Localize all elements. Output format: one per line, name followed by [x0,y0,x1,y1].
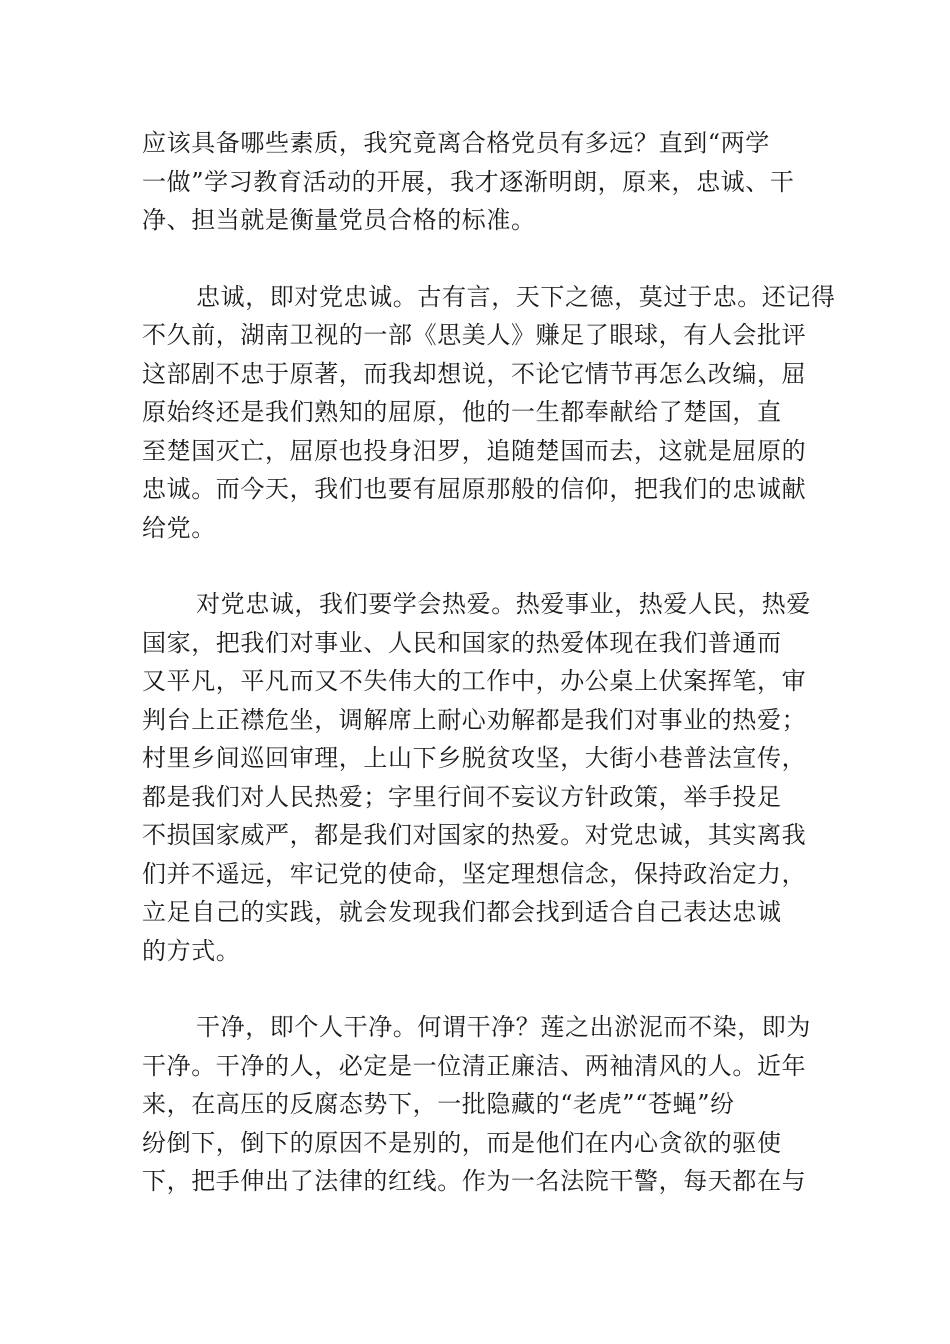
text-line: 国家，把我们对事业、人民和国家的热爱体现在我们普通而 [142,628,782,657]
text-line: 们并不遥远，牢记党的使命，坚定理想信念，保持政治定力， [142,859,807,888]
text-line: 不久前，湖南卫视的一部《思美人》赚足了眼球，有人会批评 [142,321,807,349]
paragraph-1 [142,124,810,240]
text-line: 下，把手伸出了法律的红线。作为一名法院干警，每天都在与 [142,1167,807,1195]
text-line: 的方式。 [142,936,241,965]
text-line: 都是我们对人民热爱；字里行间不妄议方针政策，举手投足 [142,782,782,811]
text-line: 至楚国灭亡，屈原也投身汨罗，追随楚国而去，这就是屈原的 [142,436,807,465]
text-line: 忠诚。而今天，我们也要有屈原那般的信仰，把我们的忠诚献 [142,475,807,503]
text-line: 立足自己的实践，就会发现我们都会找到适合自己表达忠诚 [142,898,782,926]
text-line: 对党忠诚，我们要学会热爱。热爱事业，热爱人民，热爱 [196,590,811,618]
document-body [142,124,836,1239]
text-line: 原始终还是我们熟知的屈原，他的一生都奉献给了楚国，直 [142,398,782,426]
text-line: 应该具备哪些素质，我究竟离合格党员有多远？直到“两学 [142,129,770,157]
text-line: 干净。干净的人，必定是一位清正廉洁、两袖清风的人。近年 [142,1051,807,1080]
text-line: 纷倒下，倒下的原因不是别的，而是他们在内心贪欲的驱使 [142,1128,782,1157]
paragraph-2 [142,278,836,548]
paragraph-3 [142,585,810,970]
text-line: 忠诚，即对党忠诚。古有言，天下之德，莫过于忠。还记得 [196,282,836,311]
text-line: 来，在高压的反腐态势下，一批隐藏的“老虎”“苍蝇”纷 [142,1090,735,1118]
text-line: 一做”学习教育活动的开展，我才逐渐明朗，原来，忠诚、干 [142,167,795,196]
text-line: 这部剧不忠于原著，而我却想说，不论它情节再怎么改编，屈 [142,359,807,388]
paragraph-4 [142,1008,810,1201]
text-line: 不损国家威严，都是我们对国家的热爱。对党忠诚，其实离我 [142,821,807,849]
text-line: 村里乡间巡回审理，上山下乡脱贫攻坚，大街小巷普法宣传， [142,744,807,772]
text-line: 给党。 [142,513,216,542]
text-line: 净、担当就是衡量党员合格的标准。 [142,206,536,234]
text-line: 干净，即个人干净。何谓干净？莲之出淤泥而不染，即为 [196,1013,811,1041]
text-line: 又平凡，平凡而又不失伟大的工作中，办公桌上伏案挥笔，审 [142,667,807,695]
text-line: 判台上正襟危坐，调解席上耐心劝解都是我们对事业的热爱； [142,705,807,734]
